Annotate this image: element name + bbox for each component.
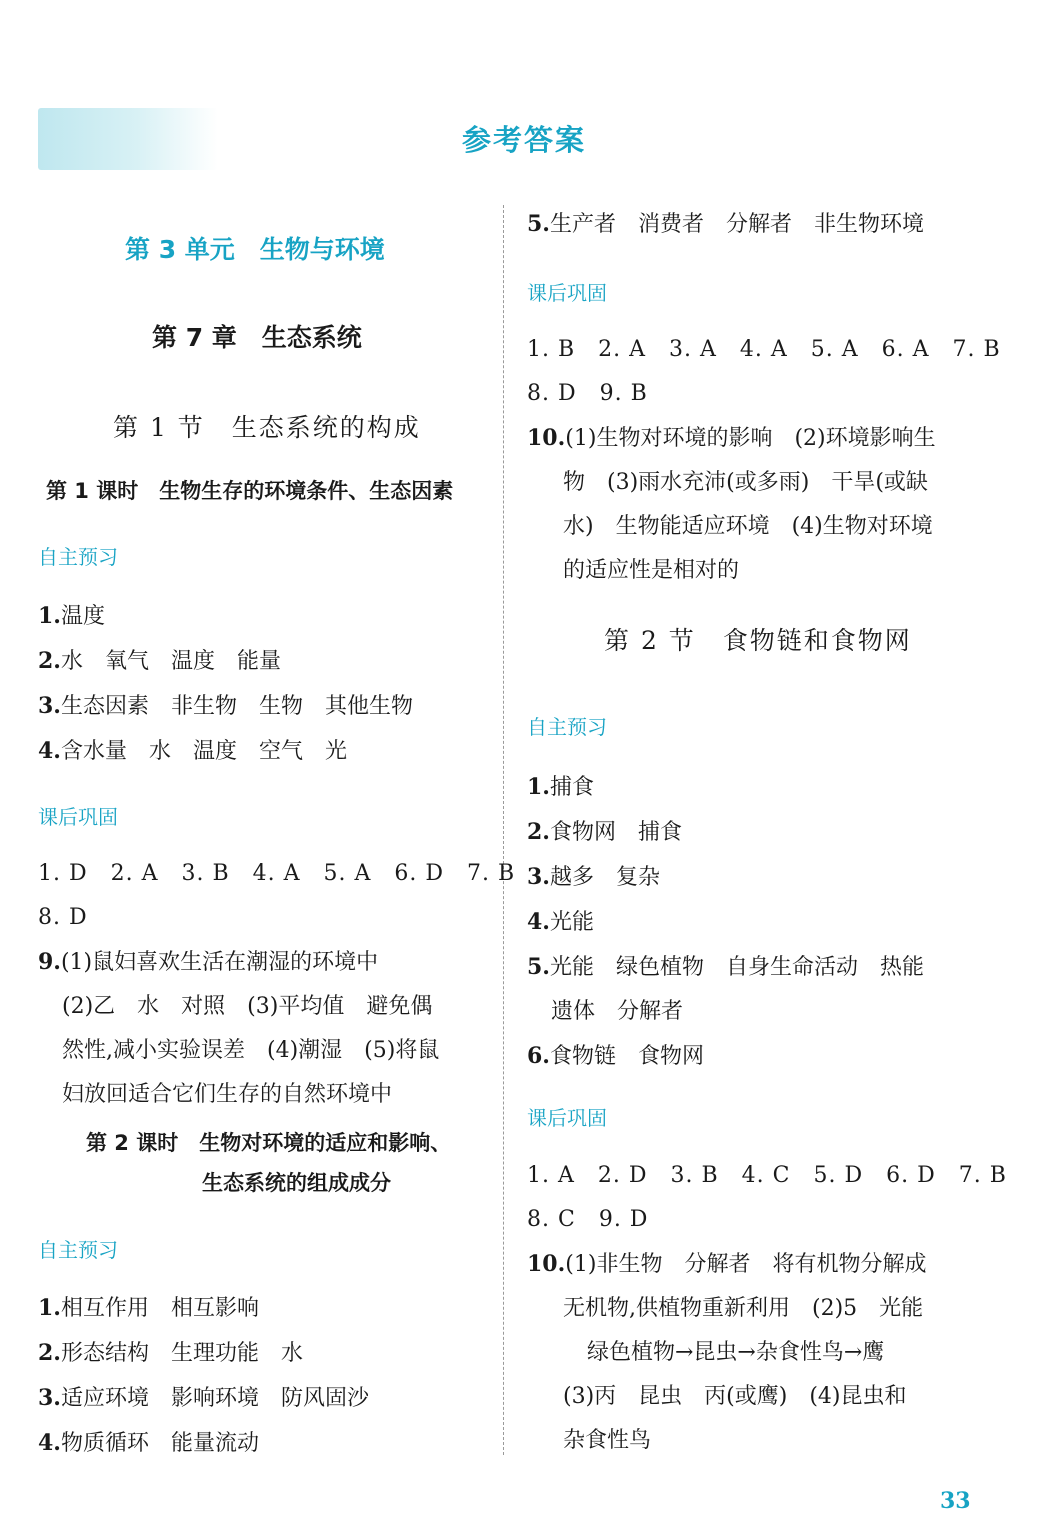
lesson-title-1: 第 1 课时 生物生存的环境条件、生态因素 [46,479,454,503]
answer-list-preview-2 [527,765,924,1079]
answer-line: 1.捕食 [527,774,594,800]
section-title-1: 第 1 节 生态系统的构成 [113,413,421,442]
answer-continuation: 杂食性鸟 [563,1428,652,1453]
answer-line: 9.(1)鼠妇喜欢生活在潮湿的环境中 [38,949,379,975]
answer-continuation: 遗体 分解者 [551,999,684,1024]
answer-line: 3.生态因素 非生物 生物 其他生物 [38,693,413,719]
answer-continuation: 水) 生物能适应环境 (4)生物对环境 [563,514,933,539]
subheading-preview-2: 自主预习 [38,1238,118,1262]
lesson-title-2-line-1: 第 2 课时 生物对环境的适应和影响、 [86,1131,452,1155]
answer-list-top [527,202,924,247]
subheading-preview-1: 自主预习 [38,545,118,569]
choice-answers-line: 8. D 9. B [527,381,648,406]
answer-line: 2.食物网 捕食 [527,819,682,845]
answer-continuation: 的适应性是相对的 [563,558,740,583]
subheading-preview-2: 自主预习 [527,715,607,739]
answer-continuation: 然性,减小实验误差 (4)潮湿 (5)将鼠 [62,1038,440,1063]
choice-answers-line: 1. B 2. A 3. A 4. A 5. A 6. A 7. B [527,337,1001,362]
answer-line: 3.适应环境 影响环境 防风固沙 [38,1385,369,1411]
answer-line: 4.光能 [527,909,594,935]
answer-line: 10.(1)非生物 分解者 将有机物分解成 [527,1251,927,1277]
answer-line: 2.水 氧气 温度 能量 [38,648,281,674]
page-title: 参考答案 [461,123,586,157]
answer-line: 5.生产者 消费者 分解者 非生物环境 [527,211,924,237]
answer-list-review-2 [527,1154,1007,1463]
answer-continuation: 无机物,供植物重新利用 (2)5 光能 [563,1296,924,1321]
answer-line: 3.越多 复杂 [527,864,660,890]
answer-continuation: 绿色植物→昆虫→杂食性鸟→鹰 [587,1340,885,1365]
answer-continuation: (3)丙 昆虫 丙(或鹰) (4)昆虫和 [563,1384,907,1409]
subheading-review-1: 课后巩固 [527,281,607,305]
choice-answers-line: 1. A 2. D 3. B 4. C 5. D 6. D 7. B [527,1163,1007,1188]
answer-line: 5.光能 绿色植物 自身生命活动 热能 [527,954,924,980]
answer-line: 6.食物链 食物网 [527,1043,704,1069]
answer-continuation: 妇放回适合它们生存的自然环境中 [62,1082,393,1107]
answer-continuation: (2)乙 水 对照 (3)平均值 避免偶 [62,994,433,1019]
subheading-review-2: 课后巩固 [527,1106,607,1130]
choice-answers-line: 8. C 9. D [527,1207,649,1232]
section-title-2: 第 2 节 食物链和食物网 [604,626,912,655]
answer-list-preview-1 [38,594,413,774]
subheading-review-1: 课后巩固 [38,805,118,829]
unit-title: 第 3 单元 生物与环境 [125,235,385,264]
answer-continuation: 物 (3)雨水充沛(或多雨) 干旱(或缺 [563,470,928,495]
choice-answers-line: 1. D 2. A 3. B 4. A 5. A 6. D 7. B [38,861,516,886]
page-number: 33 [940,1488,971,1514]
answer-line: 10.(1)生物对环境的影响 (2)环境影响生 [527,425,936,451]
lesson-title-2-line-2: 生态系统的组成成分 [202,1171,391,1195]
answer-list-review-1 [527,328,1001,593]
answer-line: 4.含水量 水 温度 空气 光 [38,738,347,764]
answer-list-preview-2 [38,1286,369,1466]
answer-line: 1.温度 [38,603,105,629]
column-divider [503,205,504,1455]
answer-line: 1.相互作用 相互影响 [38,1295,259,1321]
answer-line: 4.物质循环 能量流动 [38,1430,259,1456]
answer-line: 2.形态结构 生理功能 水 [38,1340,303,1366]
choice-answers-line: 8. D [38,905,88,930]
chapter-title: 第 7 章 生态系统 [152,323,362,352]
answer-list-review-1 [38,852,515,1117]
